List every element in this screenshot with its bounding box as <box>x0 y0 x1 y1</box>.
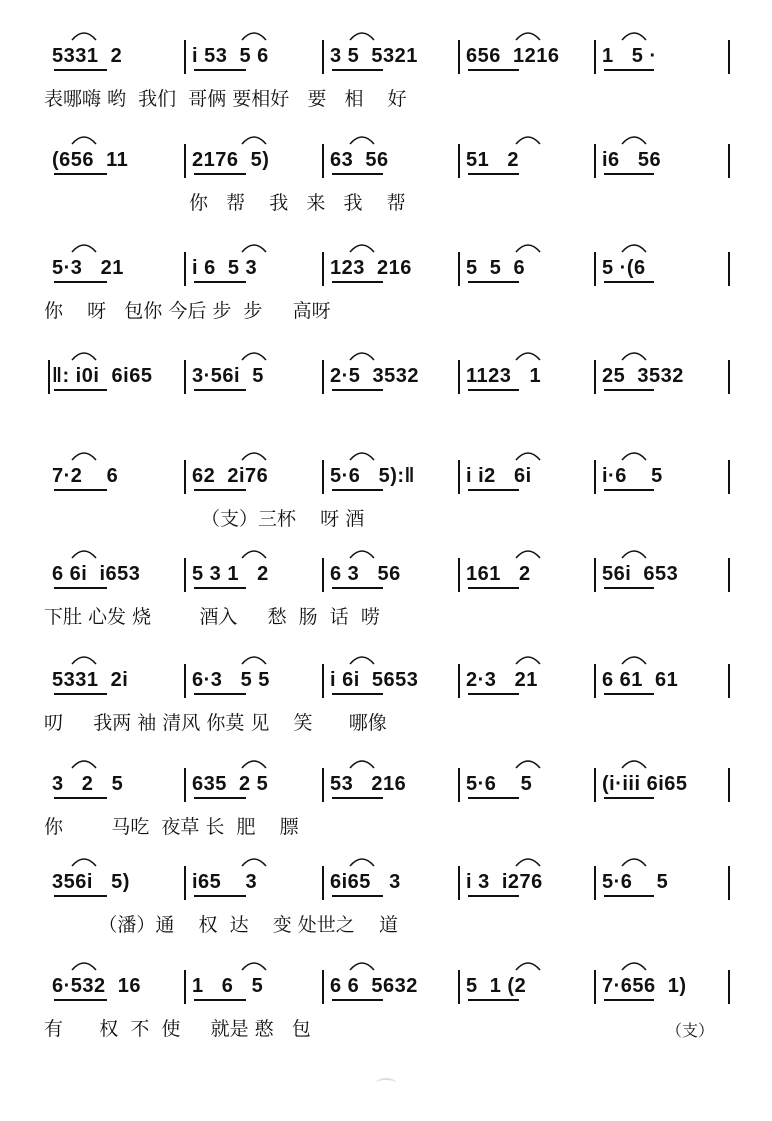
measure: i 6i 5653 <box>330 669 419 691</box>
beam-line <box>54 173 107 175</box>
measure: i65 3 <box>192 871 258 893</box>
beam-line <box>194 69 246 71</box>
barline <box>458 558 460 592</box>
measure: 5331 2i <box>52 669 129 691</box>
score-system <box>0 38 772 142</box>
measure: 3 5 5321 <box>330 45 418 67</box>
barline <box>728 558 730 592</box>
measure: 62 2i76 <box>192 465 269 487</box>
barline <box>184 144 186 178</box>
beam-line <box>604 173 654 175</box>
beam-line <box>332 69 383 71</box>
barline <box>184 664 186 698</box>
measure: 2·3 21 <box>466 669 538 691</box>
beam-line <box>54 797 107 799</box>
lyrics-line: 你 呀 包你 今后 步 步 高呀 <box>44 300 331 322</box>
barline <box>458 40 460 74</box>
measure: 6 6 5632 <box>330 975 418 997</box>
barline <box>184 768 186 802</box>
barline <box>184 360 186 394</box>
beam-line <box>468 693 519 695</box>
notation-line <box>0 968 772 1004</box>
measure: ‖: i0i 6i65 <box>52 365 153 387</box>
beam-line <box>54 281 107 283</box>
beam-line <box>468 281 519 283</box>
beam-line <box>54 69 107 71</box>
measure: 5 ·(6 <box>602 257 646 279</box>
barline <box>458 866 460 900</box>
measure: 25 3532 <box>602 365 684 387</box>
barline <box>184 252 186 286</box>
beam-line <box>604 587 654 589</box>
page-mark <box>376 1078 396 1088</box>
lyrics-line: 有 权 不 使 就是 憨 包 <box>44 1018 311 1040</box>
measure: 53 216 <box>330 773 407 795</box>
beam-line <box>468 489 519 491</box>
measure: 1 6 5 <box>192 975 264 997</box>
barline <box>458 460 460 494</box>
notation-line <box>0 864 772 900</box>
beam-line <box>468 389 519 391</box>
beam-line <box>332 281 383 283</box>
measure: i6 56 <box>602 149 662 171</box>
measure: 3·56i 5 <box>192 365 264 387</box>
measure: 5·6 5):‖ <box>330 465 415 487</box>
barline <box>728 664 730 698</box>
measure: i 53 5 6 <box>192 45 269 67</box>
beam-line <box>604 693 654 695</box>
barline <box>728 144 730 178</box>
score-system <box>0 250 772 354</box>
beam-line <box>604 489 654 491</box>
barline <box>458 144 460 178</box>
barline <box>184 970 186 1004</box>
notation-line <box>0 556 772 592</box>
speaker-tag: （支） <box>666 1021 715 1040</box>
beam-line <box>194 895 246 897</box>
score-system <box>0 358 772 462</box>
barline <box>322 460 324 494</box>
barline <box>594 360 596 394</box>
score-system <box>0 458 772 562</box>
beam-line <box>604 69 654 71</box>
measure: 123 216 <box>330 257 412 279</box>
measure: 7·656 1) <box>602 975 687 997</box>
beam-line <box>604 797 654 799</box>
measure: 56i 653 <box>602 563 679 585</box>
measure: 7·2 6 <box>52 465 119 487</box>
barline <box>322 360 324 394</box>
measure: 5331 2 <box>52 45 123 67</box>
measure: 5 1 (2 <box>466 975 527 997</box>
measure: 6 6i i653 <box>52 563 141 585</box>
beam-line <box>54 999 107 1001</box>
measure: 5·6 5 <box>466 773 533 795</box>
beam-line <box>194 489 246 491</box>
beam-line <box>54 693 107 695</box>
measure: 6 61 61 <box>602 669 679 691</box>
barline <box>458 664 460 698</box>
measure: 5·3 21 <box>52 257 124 279</box>
beam-line <box>468 797 519 799</box>
measure: 6i65 3 <box>330 871 401 893</box>
beam-line <box>194 173 246 175</box>
beam-line <box>194 281 246 283</box>
barline <box>322 144 324 178</box>
lyrics-line: 叨 我两 袖 清风 你莫 见 笑 哪像 <box>44 712 387 734</box>
notation-line <box>0 662 772 698</box>
barline <box>728 252 730 286</box>
barline <box>322 970 324 1004</box>
barline <box>594 252 596 286</box>
barline <box>458 252 460 286</box>
measure: i 3 i276 <box>466 871 543 893</box>
beam-line <box>194 587 246 589</box>
barline <box>594 40 596 74</box>
notation-line <box>0 142 772 178</box>
lyrics-line: （支）三杯 呀 酒 <box>44 508 365 530</box>
lyrics-line: 下肚 心发 烧 酒入 愁 肠 话 唠 <box>44 606 380 628</box>
measure: 2176 5) <box>192 149 270 171</box>
beam-line <box>468 173 519 175</box>
measure: 5·6 5 <box>602 871 669 893</box>
beam-line <box>468 587 519 589</box>
measure: 5 5 6 <box>466 257 526 279</box>
barline <box>594 970 596 1004</box>
barline <box>458 970 460 1004</box>
barline <box>184 40 186 74</box>
measure: 63 56 <box>330 149 389 171</box>
beam-line <box>194 999 246 1001</box>
score-system <box>0 662 772 766</box>
beam-line <box>332 173 383 175</box>
beam-line <box>332 489 383 491</box>
measure: (656 11 <box>52 149 129 171</box>
measure: i i2 6i <box>466 465 532 487</box>
lyrics-line: 你 马吃 夜草 长 肥 膘 <box>44 816 299 838</box>
lyrics-line: 表哪嗨 哟 我们 哥俩 要相好 要 相 好 <box>44 88 407 110</box>
barline <box>322 866 324 900</box>
beam-line <box>332 587 383 589</box>
beam-line <box>604 389 654 391</box>
measure: 51 2 <box>466 149 520 171</box>
beam-line <box>332 693 383 695</box>
notation-line <box>0 358 772 394</box>
measure: 635 2 5 <box>192 773 269 795</box>
measure: 1 5 · <box>602 45 657 67</box>
notation-line <box>0 38 772 74</box>
score-system <box>0 968 772 1072</box>
notation-line <box>0 250 772 286</box>
barline <box>594 460 596 494</box>
barline <box>728 360 730 394</box>
measure: 161 2 <box>466 563 531 585</box>
beam-line <box>468 999 519 1001</box>
repeat-start-barline <box>48 360 50 394</box>
beam-line <box>604 895 654 897</box>
beam-line <box>332 999 383 1001</box>
measure: i·6 5 <box>602 465 663 487</box>
score-system <box>0 864 772 968</box>
measure: 356i 5) <box>52 871 130 893</box>
measure: 2·5 3532 <box>330 365 420 387</box>
notation-line <box>0 458 772 494</box>
barline <box>728 970 730 1004</box>
barline <box>728 40 730 74</box>
beam-line <box>468 69 519 71</box>
barline <box>728 460 730 494</box>
barline <box>594 768 596 802</box>
beam-line <box>194 797 246 799</box>
beam-line <box>332 797 383 799</box>
beam-line <box>604 281 654 283</box>
beam-line <box>54 489 107 491</box>
barline <box>458 768 460 802</box>
barline <box>322 40 324 74</box>
barline <box>728 768 730 802</box>
measure: 5 3 1 2 <box>192 563 269 585</box>
barline <box>322 558 324 592</box>
measure: 6 3 56 <box>330 563 401 585</box>
barline <box>184 460 186 494</box>
barline <box>728 866 730 900</box>
barline <box>184 866 186 900</box>
barline <box>594 558 596 592</box>
barline <box>594 144 596 178</box>
beam-line <box>54 587 107 589</box>
notation-line <box>0 766 772 802</box>
beam-line <box>194 693 246 695</box>
beam-line <box>54 895 107 897</box>
beam-line <box>468 895 519 897</box>
lyrics-line: （潘）通 权 达 变 处世之 道 <box>44 914 398 936</box>
measure: (i·iii 6i65 <box>602 773 688 795</box>
measure: 656 1216 <box>466 45 560 67</box>
beam-line <box>604 999 654 1001</box>
beam-line <box>54 389 107 391</box>
measure: 6·3 5 5 <box>192 669 270 691</box>
barline <box>322 252 324 286</box>
score-system <box>0 766 772 870</box>
beam-line <box>332 895 383 897</box>
measure: 3 2 5 <box>52 773 124 795</box>
barline <box>322 768 324 802</box>
measure: 6·532 16 <box>52 975 142 997</box>
barline <box>184 558 186 592</box>
score-system <box>0 556 772 660</box>
barline <box>322 664 324 698</box>
measure: 1123 1 <box>466 365 542 387</box>
barline <box>458 360 460 394</box>
beam-line <box>194 389 246 391</box>
beam-line <box>332 389 383 391</box>
lyrics-line: 你 帮 我 来 我 帮 <box>44 192 406 214</box>
measure: i 6 5 3 <box>192 257 258 279</box>
score-system <box>0 142 772 246</box>
barline <box>594 664 596 698</box>
barline <box>594 866 596 900</box>
